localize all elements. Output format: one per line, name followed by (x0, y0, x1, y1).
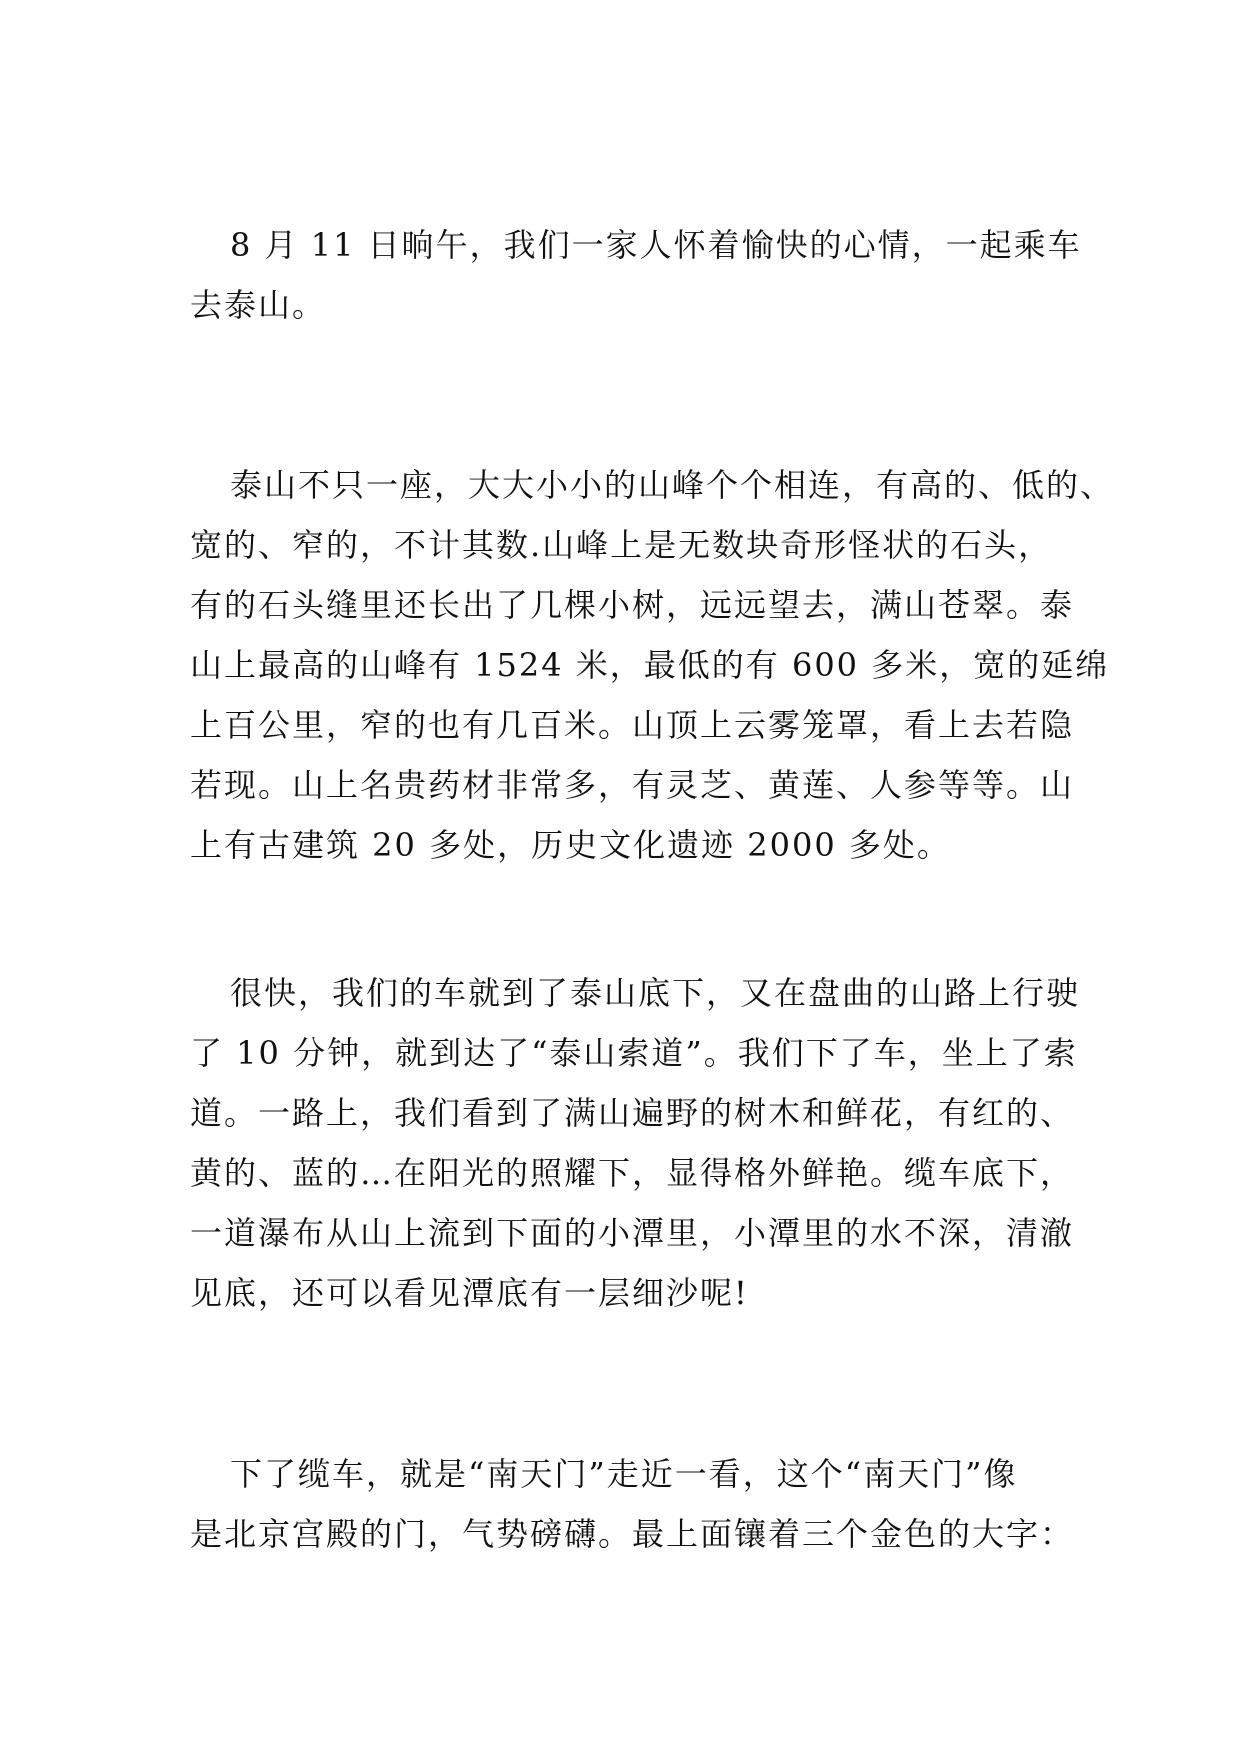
text-line: 一道瀑布从山上流到下面的小潭里，小潭里的水不深，清澈 (190, 1214, 1075, 1252)
text-line: 有的石头缝里还长出了几棵小树，远远望去，满山苍翠。泰 (190, 586, 1075, 624)
text-line: 黄的、蓝的…在阳光的照耀下，显得格外鲜艳。缆车底下， (190, 1154, 1075, 1192)
text-line: 上百公里，窄的也有几百米。山顶上云雾笼罩，看上去若隐 (190, 706, 1075, 744)
text-line: 见底，还可以看见潭底有一层细沙呢! (190, 1274, 749, 1312)
text-line: 道。一路上，我们看到了满山遍野的树木和鲜花，有红的、 (190, 1094, 1075, 1132)
text-line: 是北京宫殿的门，气势磅礴。最上面镶着三个金色的大字： (190, 1515, 1075, 1553)
text-line: 去泰山。 (190, 286, 327, 324)
paragraph-mountain-description (190, 455, 1115, 875)
text-line: 山上最高的山峰有 1524 米，最低的有 600 多米，宽的延绵 (190, 646, 1110, 684)
paragraph-departure (190, 215, 1082, 335)
text-line: 宽的、窄的，不计其数.山峰上是无数块奇形怪状的石头， (190, 526, 1053, 564)
paragraph-cable-car (190, 963, 1081, 1323)
text-line: 8 月 11 日晌午，我们一家人怀着愉快的心情，一起乘车 (230, 226, 1082, 264)
text-line: 很快，我们的车就到了泰山底下，又在盘曲的山路上行驶 (230, 974, 1081, 1012)
text-line: 泰山不只一座，大大小小的山峰个个相连，有高的、低的、 (230, 466, 1115, 504)
paragraph-south-gate (190, 1444, 1075, 1564)
text-line: 下了缆车，就是“南天门”走近一看，这个“南天门”像 (230, 1455, 1018, 1493)
text-line: 上有古建筑 20 多处，历史文化遗迹 2000 多处。 (190, 826, 951, 864)
text-line: 了 10 分钟，就到达了“泰山索道”。我们下了车，坐上了索 (190, 1034, 1078, 1072)
text-line: 若现。山上名贵药材非常多，有灵芝、黄莲、人参等等。山 (190, 766, 1075, 804)
